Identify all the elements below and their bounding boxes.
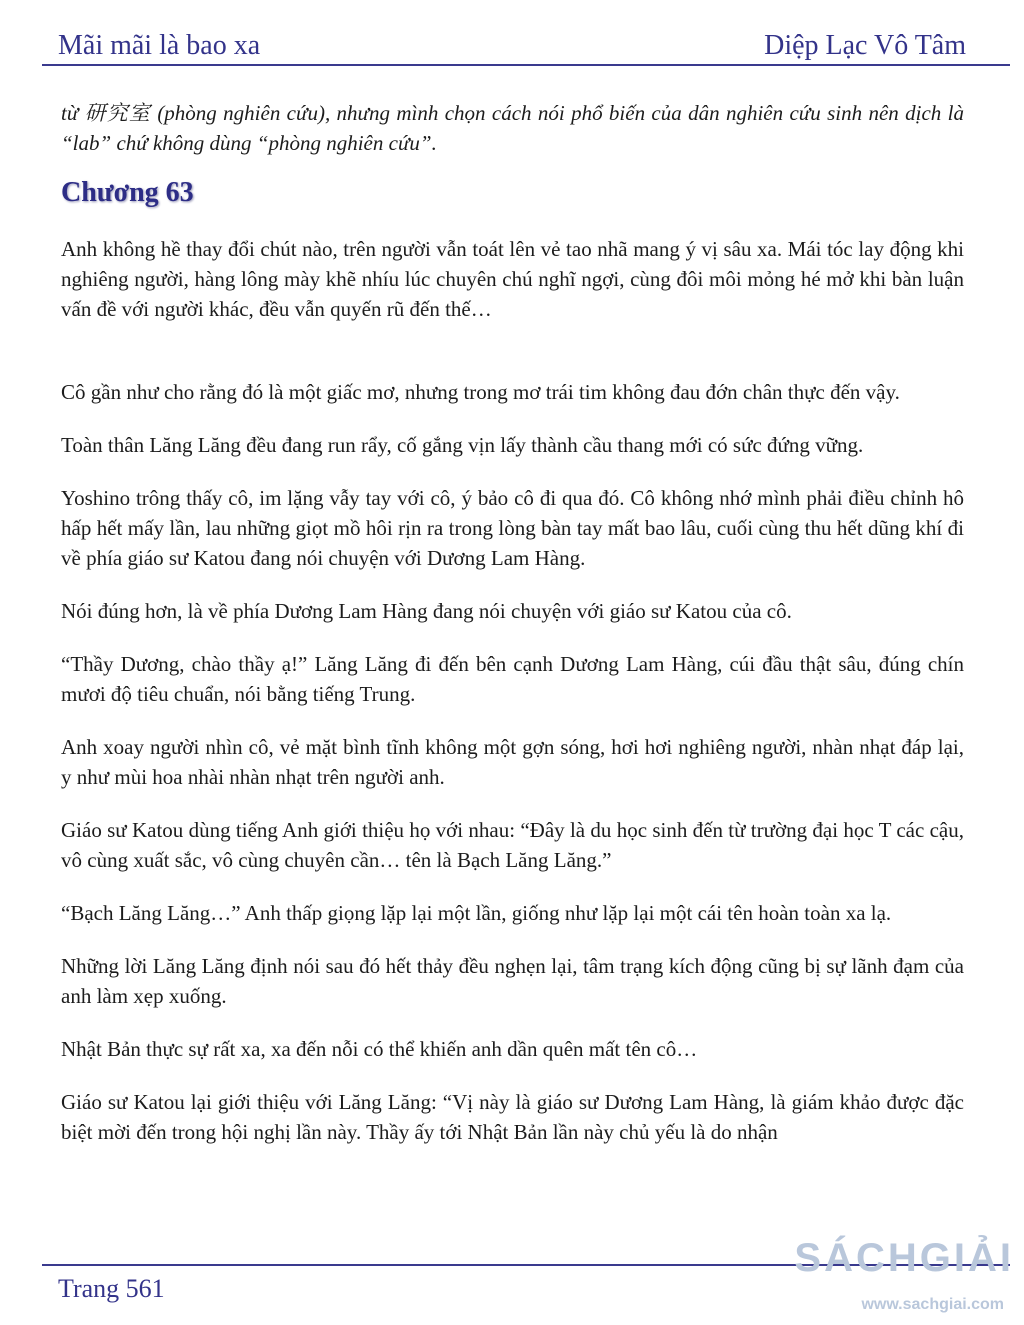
paragraph: Giáo sư Katou lại giới thiệu với Lăng Lăng: “Vị này là giáo sư Dương Lam Hàng, là giám khảo được đặc biệt mời đến trong hội nghị lần này. Thầy ấy tới Nhật Bản lần này chủ yếu là do nhận	[61, 1090, 964, 1144]
page-number: Trang 561	[58, 1274, 165, 1303]
paragraph: Cô gần như cho rằng đó là một giấc mơ, nhưng trong mơ trái tim không đau đớn chân thực đến vậy.	[61, 380, 900, 404]
book-title: Mãi mãi là bao xa	[58, 30, 261, 61]
author-name: Diệp Lạc Vô Tâm	[764, 30, 966, 61]
paragraph: Giáo sư Katou dùng tiếng Anh giới thiệu họ với nhau: “Đây là du học sinh đến từ trường đại học T các cậu, vô cùng xuất sắc, vô cùng chuyên cần… tên là Bạch Lăng Lăng.”	[61, 818, 964, 872]
chapter-title: Chương 63	[61, 177, 194, 208]
paragraph: Anh không hề thay đổi chút nào, trên người vẫn toát lên vẻ tao nhã mang ý vị sâu xa. Mái tóc lay động khi nghiêng người, hàng lông mày khẽ nhíu lúc chuyên chú nghĩ ngợi, cùng đôi môi mỏng hé mở khi bàn luận vấn đề với người khác, đều vẫn quyến rũ đến thế…	[61, 237, 964, 321]
paragraph: Anh xoay người nhìn cô, vẻ mặt bình tĩnh không một gợn sóng, hơi hơi nghiêng người, nhàn nhạt đáp lại, y như mùi hoa nhài nhàn nhạt trên người anh.	[61, 735, 964, 789]
header-divider	[42, 64, 1010, 66]
page-content	[61, 98, 964, 1170]
watermark-url: www.sachgiai.com	[861, 1296, 1004, 1313]
paragraph: Yoshino trông thấy cô, im lặng vẫy tay với cô, ý bảo cô đi qua đó. Cô không nhớ mình phải điều chỉnh hô hấp hết mấy lần, lau những giọt mồ hôi rịn ra trong lòng bàn tay mất bao lâu, cuối cùng thu hết dũng khí đi về phía giáo sư Katou đang nói chuyện với Dương Lam Hàng.	[61, 486, 964, 570]
paragraph: Toàn thân Lăng Lăng đều đang run rẩy, cố gắng vịn lấy thành cầu thang mới có sức đứng vững.	[61, 433, 864, 457]
paragraph: “Thầy Dương, chào thầy ạ!” Lăng Lăng đi đến bên cạnh Dương Lam Hàng, cúi đầu thật sâu, đúng chín mươi độ tiêu chuẩn, nói bằng tiếng Trung.	[61, 652, 964, 706]
paragraph: “Bạch Lăng Lăng…” Anh thấp giọng lặp lại một lần, giống như lặp lại một cái tên hoàn toàn xa lạ.	[61, 901, 892, 925]
watermark	[794, 1226, 1018, 1322]
watermark-logo: SÁCHGIẢI	[794, 1236, 1014, 1280]
paragraph: Những lời Lăng Lăng định nói sau đó hết thảy đều nghẹn lại, tâm trạng kích động cũng bị sự lãnh đạm của anh làm xẹp xuống.	[61, 954, 964, 1008]
translator-note: từ 研究室 (phòng nghiên cứu), nhưng mình chọn cách nói phổ biến của dân nghiên cứu sinh nên dịch là “lab” chứ không dùng “phòng nghiên cứu”.	[61, 101, 964, 155]
paragraph: Nói đúng hơn, là về phía Dương Lam Hàng đang nói chuyện với giáo sư Katou của cô.	[61, 599, 792, 623]
paragraph: Nhật Bản thực sự rất xa, xa đến nỗi có thể khiến anh dần quên mất tên cô…	[61, 1037, 698, 1061]
page-header	[58, 22, 966, 62]
